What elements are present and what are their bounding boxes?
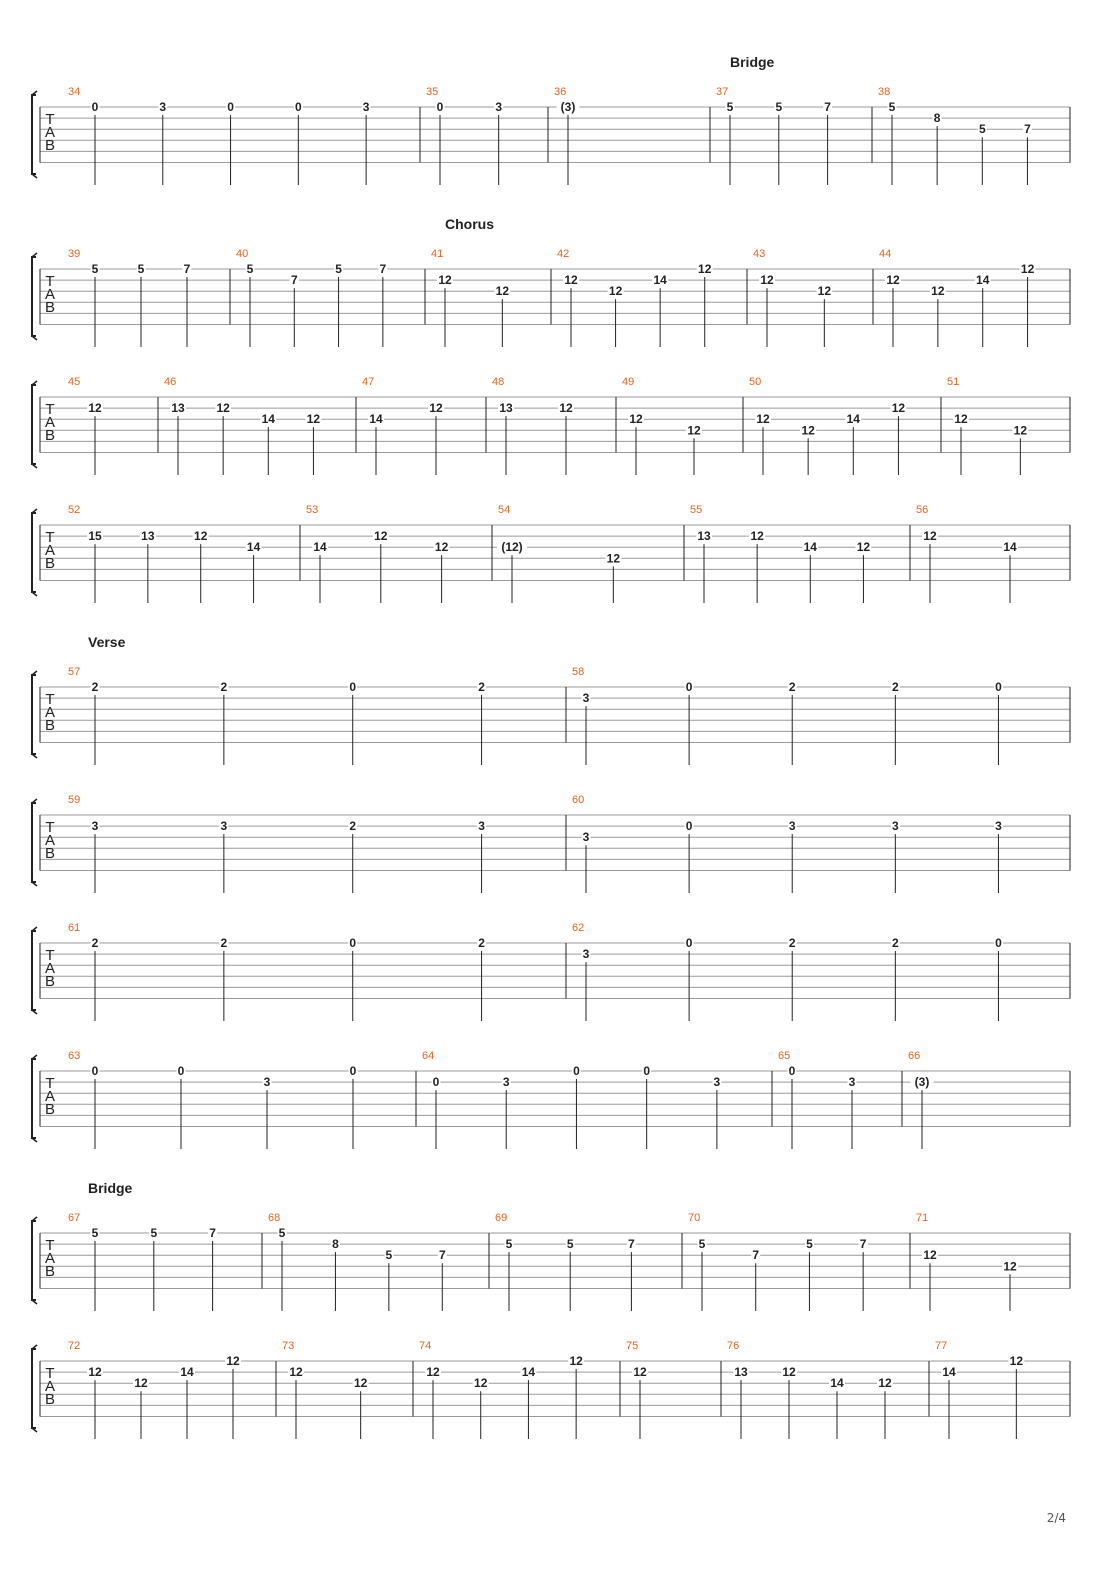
fret-number: 7 xyxy=(628,1237,635,1252)
measure xyxy=(749,376,906,475)
fret-number: 3 xyxy=(788,819,796,834)
fret-number: 5 xyxy=(385,1248,393,1263)
fret-number: 13 xyxy=(141,529,155,544)
fret-number: 5 xyxy=(137,262,145,276)
fret-number: 0 xyxy=(227,100,234,114)
fret-number: 3 xyxy=(159,100,167,114)
tab-clef-letter: A xyxy=(44,1250,56,1267)
fret-number: 13 xyxy=(171,401,185,416)
measure xyxy=(727,1340,893,1439)
tab-system xyxy=(32,376,1070,475)
measure xyxy=(879,248,1036,347)
fret-number: 5 xyxy=(150,1226,158,1240)
fret-number: 7 xyxy=(438,1248,446,1263)
tab-clef-letter: T xyxy=(45,401,55,418)
measure-number: 42 xyxy=(557,248,570,260)
fret-number: 12 xyxy=(1009,1354,1024,1368)
fret-number: 12 xyxy=(1003,1259,1017,1274)
fret-number: 0 xyxy=(643,1064,651,1078)
fret-number: 5 xyxy=(91,262,99,276)
measure-number: 75 xyxy=(626,1340,639,1352)
tab-clef-letter: B xyxy=(44,1391,56,1408)
fret-number: 12 xyxy=(923,1248,937,1263)
tab-clef-letter: B xyxy=(44,555,56,572)
measure-number: 43 xyxy=(753,248,766,260)
measure xyxy=(68,922,486,1021)
fret-number: 2 xyxy=(220,936,228,950)
fret-number: (3) xyxy=(560,100,576,114)
fret-number: 2 xyxy=(91,680,99,694)
fret-number: 0 xyxy=(573,1064,580,1078)
fret-number: 14 xyxy=(1003,540,1017,555)
fret-number: 14 xyxy=(830,1376,844,1391)
fret-number: 12 xyxy=(216,401,230,416)
measure-number: 77 xyxy=(935,1340,948,1352)
fret-number: 13 xyxy=(734,1365,748,1380)
fret-number: 5 xyxy=(505,1237,513,1252)
fret-number: 12 xyxy=(760,273,774,288)
section-label: Bridge xyxy=(88,1180,133,1196)
fret-number: 3 xyxy=(502,1075,510,1090)
fret-number: 12 xyxy=(856,540,871,555)
measure-number: 60 xyxy=(572,794,585,806)
fret-number: 12 xyxy=(1020,262,1035,276)
fret-number: 14 xyxy=(846,412,860,427)
fret-number: 8 xyxy=(332,1237,339,1252)
tab-system xyxy=(32,1050,1070,1149)
fret-number: 12 xyxy=(954,412,968,427)
tab-clef-letter: A xyxy=(44,1088,56,1105)
measure xyxy=(68,248,192,347)
fret-number: 12 xyxy=(289,1365,303,1380)
measure xyxy=(908,1050,934,1149)
fret-number: 12 xyxy=(438,273,452,288)
fret-number: 3 xyxy=(220,819,228,834)
fret-number: 12 xyxy=(629,412,643,427)
tab-system xyxy=(32,54,1070,185)
measure-number: 57 xyxy=(68,666,81,678)
fret-number: 3 xyxy=(362,100,370,114)
fret-number: 0 xyxy=(91,100,99,114)
fret-number: 12 xyxy=(88,1365,102,1380)
measure-number: 69 xyxy=(495,1212,508,1224)
tab-clef-letter: A xyxy=(44,832,56,849)
fret-number: 7 xyxy=(824,100,831,114)
measure xyxy=(947,376,1028,475)
tab-system xyxy=(32,1180,1070,1311)
fret-number: 14 xyxy=(313,540,327,555)
measure-number: 68 xyxy=(268,1212,281,1224)
fret-number: 14 xyxy=(521,1365,536,1380)
tab-clef-letter: A xyxy=(44,960,56,977)
measure xyxy=(497,504,621,603)
fret-number: 5 xyxy=(888,100,896,114)
measure-number: 72 xyxy=(68,1340,81,1352)
tab-clef-letter: A xyxy=(44,414,56,431)
fret-number: 0 xyxy=(432,1075,440,1090)
measure xyxy=(495,1212,636,1311)
system-bracket xyxy=(32,95,36,174)
fret-number: 5 xyxy=(978,122,986,137)
tab-clef-letter: B xyxy=(44,137,56,154)
fret-number: 14 xyxy=(369,412,383,427)
measure-number: 49 xyxy=(622,376,635,388)
fret-number: 0 xyxy=(436,100,444,114)
fret-number: 5 xyxy=(335,262,342,276)
fret-number: 0 xyxy=(685,936,693,950)
measure-number: 37 xyxy=(716,86,729,98)
fret-number: 3 xyxy=(995,819,1002,834)
measure-number: 61 xyxy=(68,922,81,934)
fret-number: 14 xyxy=(942,1365,956,1380)
tab-clef-letter: B xyxy=(44,1263,56,1280)
measure xyxy=(878,86,1032,185)
fret-number: 5 xyxy=(91,1226,99,1240)
fret-number: 0 xyxy=(349,1064,357,1078)
fret-number: 12 xyxy=(559,401,573,416)
fret-number: 12 xyxy=(306,412,321,427)
fret-number: 3 xyxy=(582,947,590,962)
measure-number: 36 xyxy=(554,86,567,98)
system-bracket xyxy=(32,513,36,592)
measure xyxy=(68,1050,358,1149)
tab-system xyxy=(32,216,1070,347)
measure xyxy=(753,248,832,347)
fret-number: 12 xyxy=(608,284,623,299)
measure-number: 59 xyxy=(68,794,81,806)
fret-number: 12 xyxy=(891,401,906,416)
measure-number: 64 xyxy=(422,1050,435,1062)
tab-system xyxy=(32,634,1070,765)
fret-number: 0 xyxy=(294,100,302,114)
measure-number: 56 xyxy=(916,504,929,516)
tab-clef-letter: T xyxy=(45,691,55,708)
fret-number: 2 xyxy=(478,680,485,694)
fret-number: 0 xyxy=(177,1064,185,1078)
fret-number: 0 xyxy=(91,1064,99,1078)
fret-number: (12) xyxy=(501,540,523,555)
measure-number: 45 xyxy=(68,376,81,388)
tab-clef-letter: B xyxy=(44,973,56,990)
fret-number: 5 xyxy=(775,100,783,114)
fret-number: 12 xyxy=(134,1376,148,1391)
fret-number: 12 xyxy=(687,423,701,438)
measure xyxy=(916,1212,1018,1311)
tab-clef-letter: B xyxy=(44,299,56,316)
section-label: Bridge xyxy=(730,54,775,70)
fret-number: 12 xyxy=(923,529,937,544)
fret-number: 12 xyxy=(886,273,900,288)
fret-number: 13 xyxy=(499,401,513,416)
fret-number: 0 xyxy=(349,936,357,950)
fret-number: 12 xyxy=(226,1354,240,1368)
fret-number: 7 xyxy=(1024,122,1031,137)
measure-number: 70 xyxy=(688,1212,701,1224)
measure-number: 40 xyxy=(236,248,249,260)
measure xyxy=(572,794,1003,893)
measure xyxy=(362,376,444,475)
system-bracket xyxy=(32,1349,36,1428)
measure-number: 54 xyxy=(498,504,511,516)
tab-clef-letter: T xyxy=(45,947,55,964)
fret-number: 2 xyxy=(91,936,99,950)
fret-number: 0 xyxy=(685,819,693,834)
tab-clef-letter: A xyxy=(44,1378,56,1395)
fret-number: 3 xyxy=(91,819,99,834)
measure-number: 58 xyxy=(572,666,585,678)
fret-number: 3 xyxy=(582,830,590,845)
measure xyxy=(68,794,486,893)
measure-number: 34 xyxy=(68,86,81,98)
tab-clef-letter: T xyxy=(45,111,55,128)
measure xyxy=(236,248,387,347)
measure-number: 76 xyxy=(727,1340,740,1352)
measure xyxy=(572,666,1003,765)
measure xyxy=(426,86,503,185)
tab-clef-letter: T xyxy=(45,1075,55,1092)
tab-clef-letter: B xyxy=(44,717,56,734)
measure xyxy=(690,504,871,603)
measure-number: 55 xyxy=(690,504,703,516)
fret-number: 12 xyxy=(756,412,770,427)
measure xyxy=(68,1212,217,1311)
fret-number: 2 xyxy=(891,680,899,694)
fret-number: 5 xyxy=(278,1226,286,1240)
fret-number: 0 xyxy=(349,680,357,694)
measure-number: 63 xyxy=(68,1050,81,1062)
fret-number: (3) xyxy=(914,1075,930,1090)
fret-number: 8 xyxy=(933,111,941,126)
measure xyxy=(557,248,713,347)
fret-number: 12 xyxy=(474,1376,488,1391)
measure-number: 66 xyxy=(908,1050,921,1062)
tab-clef-letter: A xyxy=(44,286,56,303)
fret-number: 0 xyxy=(685,680,693,694)
system-bracket xyxy=(32,931,36,1010)
measure xyxy=(422,1050,721,1149)
measure xyxy=(68,1340,241,1439)
fret-number: 0 xyxy=(788,1064,796,1078)
fret-number: 5 xyxy=(806,1237,813,1252)
fret-number: 7 xyxy=(859,1237,867,1252)
fret-number: 12 xyxy=(633,1365,647,1380)
measure-number: 67 xyxy=(68,1212,81,1224)
fret-number: 2 xyxy=(788,936,796,950)
fret-number: 14 xyxy=(180,1365,194,1380)
fret-number: 12 xyxy=(817,284,832,299)
measure-number: 50 xyxy=(749,376,762,388)
measure xyxy=(916,504,1018,603)
tab-clef-letter: A xyxy=(44,124,56,141)
measure-number: 48 xyxy=(492,376,505,388)
tab-clef-letter: B xyxy=(44,845,56,862)
section-label: Verse xyxy=(88,634,126,650)
measure xyxy=(268,1212,447,1311)
fret-number: 14 xyxy=(261,412,275,427)
measure-number: 52 xyxy=(68,504,81,516)
fret-number: 12 xyxy=(194,529,208,544)
measure-number: 35 xyxy=(426,86,439,98)
measure-number: 71 xyxy=(916,1212,929,1224)
fret-number: 2 xyxy=(478,936,485,950)
measure-number: 51 xyxy=(947,376,960,388)
measure-number: 46 xyxy=(164,376,177,388)
tab-system xyxy=(32,1340,1070,1439)
measure-number: 74 xyxy=(419,1340,432,1352)
tab-clef-letter: B xyxy=(44,427,56,444)
tab-system xyxy=(32,922,1070,1021)
tab-clef-letter: A xyxy=(44,542,56,559)
fret-number: 12 xyxy=(750,529,764,544)
fret-number: 12 xyxy=(569,1354,583,1368)
fret-number: 12 xyxy=(564,273,578,288)
fret-number: 12 xyxy=(878,1376,892,1391)
measure-number: 62 xyxy=(572,922,585,934)
fret-number: 15 xyxy=(88,529,102,544)
measure-number: 44 xyxy=(879,248,892,260)
fret-number: 7 xyxy=(290,273,298,288)
fret-number: 7 xyxy=(752,1248,760,1263)
tab-clef-letter: T xyxy=(45,273,55,290)
fret-number: 12 xyxy=(1013,423,1028,438)
measure xyxy=(68,376,103,475)
measure xyxy=(688,1212,868,1311)
system-bracket xyxy=(32,257,36,336)
fret-number: 12 xyxy=(495,284,510,299)
measure-number: 65 xyxy=(778,1050,791,1062)
tab-clef-letter: T xyxy=(45,1237,55,1254)
measure xyxy=(431,248,510,347)
system-bracket xyxy=(32,1221,36,1300)
measure-number: 39 xyxy=(68,248,81,260)
fret-number: 7 xyxy=(183,262,191,276)
fret-number: 5 xyxy=(726,100,734,114)
fret-number: 5 xyxy=(698,1237,706,1252)
fret-number: 5 xyxy=(566,1237,574,1252)
fret-number: 14 xyxy=(653,273,667,288)
tab-system xyxy=(32,794,1070,893)
fret-number: 3 xyxy=(263,1075,271,1090)
fret-number: 7 xyxy=(379,262,387,276)
fret-number: 3 xyxy=(495,100,503,114)
section-label: Chorus xyxy=(445,216,494,232)
fret-number: 2 xyxy=(220,680,228,694)
fret-number: 12 xyxy=(782,1365,796,1380)
tab-clef-letter: B xyxy=(44,1101,56,1118)
measure xyxy=(306,504,450,603)
fret-number: 5 xyxy=(246,262,254,276)
measure-number: 73 xyxy=(282,1340,295,1352)
fret-number: 13 xyxy=(697,529,711,544)
tab-clef-letter: A xyxy=(44,704,56,721)
fret-number: 3 xyxy=(848,1075,856,1090)
fret-number: 2 xyxy=(788,680,796,694)
fret-number: 14 xyxy=(803,540,817,555)
measure xyxy=(626,1340,648,1439)
system-bracket xyxy=(32,675,36,754)
tab-system xyxy=(32,504,1070,603)
measure xyxy=(622,376,702,475)
measure xyxy=(935,1340,1024,1439)
fret-number: 2 xyxy=(891,936,899,950)
page-number: 2/4 xyxy=(1046,1511,1066,1525)
fret-number: 3 xyxy=(891,819,899,834)
fret-number: 3 xyxy=(713,1075,721,1090)
fret-number: 12 xyxy=(801,423,815,438)
fret-number: 0 xyxy=(995,680,1002,694)
fret-number: 12 xyxy=(698,262,712,276)
measure xyxy=(419,1340,584,1439)
tab-clef-letter: T xyxy=(45,819,55,836)
measure xyxy=(716,86,832,185)
system-bracket xyxy=(32,1059,36,1138)
measure xyxy=(164,376,321,475)
measure xyxy=(282,1340,369,1439)
measure xyxy=(68,504,262,603)
fret-number: 12 xyxy=(426,1365,440,1380)
fret-number: 12 xyxy=(931,284,945,299)
measure-number: 41 xyxy=(431,248,444,260)
fret-number: 0 xyxy=(995,936,1002,950)
fret-number: 12 xyxy=(374,529,388,544)
tab-clef-letter: T xyxy=(45,1365,55,1382)
fret-number: 2 xyxy=(349,819,357,834)
measure xyxy=(68,86,371,185)
fret-number: 12 xyxy=(434,540,449,555)
measure xyxy=(554,86,580,185)
measure xyxy=(492,376,574,475)
fret-number: 14 xyxy=(246,540,261,555)
measure-number: 53 xyxy=(306,504,319,516)
fret-number: 3 xyxy=(582,691,590,706)
measure xyxy=(68,666,486,765)
fret-number: 12 xyxy=(88,401,102,416)
fret-number: 14 xyxy=(976,273,990,288)
measure xyxy=(778,1050,857,1149)
fret-number: 12 xyxy=(606,551,621,566)
measure-number: 38 xyxy=(878,86,891,98)
measure xyxy=(572,922,1003,1021)
fret-number: 3 xyxy=(478,819,485,834)
fret-number: 7 xyxy=(209,1226,216,1240)
fret-number: 12 xyxy=(429,401,443,416)
fret-number: 12 xyxy=(353,1376,368,1391)
system-bracket xyxy=(32,385,36,464)
measure-number: 47 xyxy=(362,376,375,388)
system-bracket xyxy=(32,803,36,882)
tab-clef-letter: T xyxy=(45,529,55,546)
